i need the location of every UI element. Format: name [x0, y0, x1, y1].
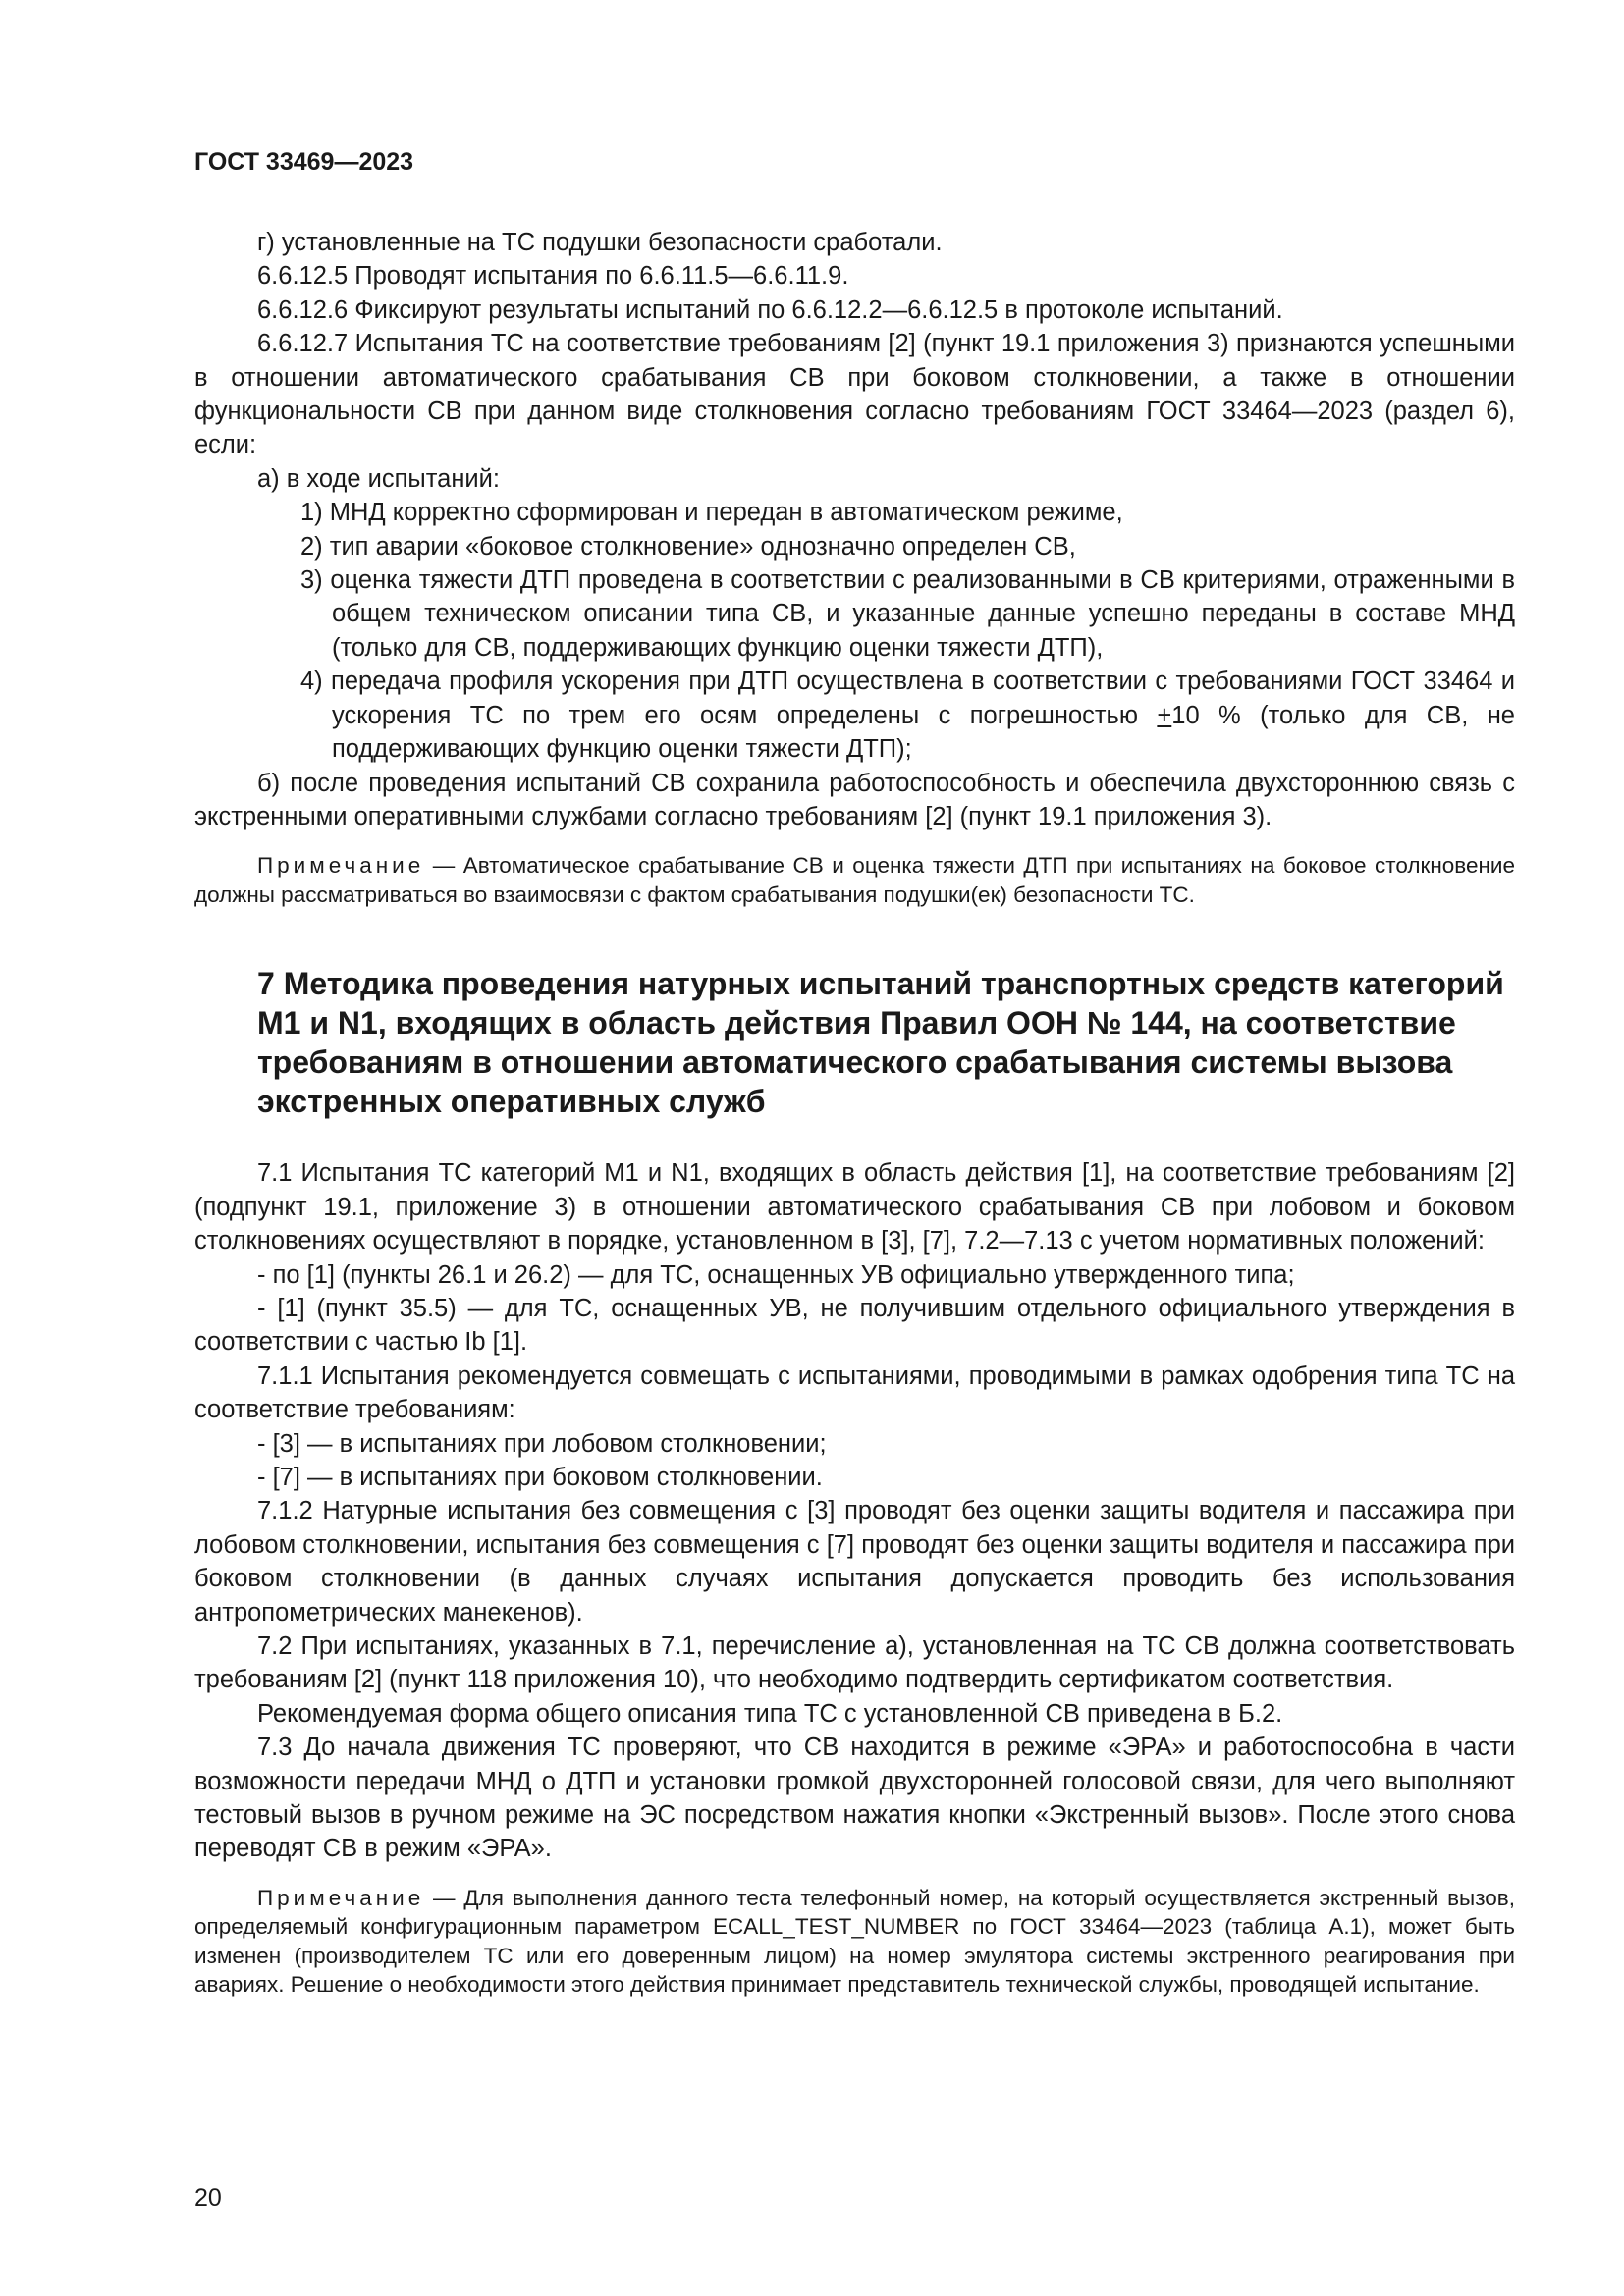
- paragraph-text: 10 % (только для СВ, не поддерживающих функцию оценки тяжести ДТП);: [332, 701, 1515, 764]
- paragraph: [194, 665, 1515, 766]
- note-label: Примечание: [257, 1885, 425, 1910]
- note-label: Примечание: [257, 853, 425, 879]
- document-header: ГОСТ 33469—2023: [194, 148, 414, 176]
- paragraph: 6.6.12.5 Проводят испытания по 6.6.11.5—6.6.11.9.: [257, 262, 849, 291]
- plus-minus-sign: +: [1157, 701, 1172, 729]
- paragraph: г) установленные на ТС подушки безопасности сработали.: [257, 229, 943, 256]
- paragraph: - [7] — в испытаниях при боковом столкновении.: [257, 1463, 823, 1491]
- paragraph: б) после проведения испытаний СВ сохранила работоспособность и обеспечила двухстороннюю связь с экстренными оперативными службами согласно требованиям [2] (пункт 19.1 приложения 3).: [194, 769, 1515, 830]
- paragraph: Рекомендуемая форма общего описания типа ТС с установленной СВ приведена в Б.2.: [257, 1699, 1283, 1728]
- paragraph: 6.6.12.7 Испытания ТС на соответствие требованиям [2] (пункт 19.1 приложения 3) признаются успешными в отношении автоматического срабатывания СВ при боковом столкновении, а также в отношении функциональности СВ при данном виде столкновения согласно требованиям ГОСТ 33464—2023 (раздел 6), если:: [194, 330, 1515, 459]
- note-side-collision: [194, 851, 1515, 909]
- paragraph: - [1] (пункт 35.5) — для ТС, оснащенных УВ, не получившим отдельного официального утверждения в соответствии с частью Ib [1].: [194, 1294, 1515, 1357]
- paragraph: - [3] — в испытаниях при лобовом столкновении;: [257, 1429, 827, 1458]
- note-text: — Автоматическое срабатывание СВ и оценка тяжести ДТП при испытаниях на боковое столкновение должны рассматриваться во взаимосвязи с фактом срабатывания подушки(ек) безопасности ТС.: [194, 853, 1515, 907]
- paragraph: 7.1.2 Натурные испытания без совмещения с [3] проводят без оценки защиты водителя и пассажира при лобовом столкновении, испытания без совмещения с [7] проводят без оценки защиты водителя и пассажира при боковом столкновении (в данных случаях испытания допускается проводить без использования антропометрических манекенов).: [194, 1497, 1515, 1627]
- paragraph: 7.2 При испытаниях, указанных в 7.1, перечисление а), установленная на ТС СВ должна соответствовать требованиям [2] (пункт 118 приложения 10), что необходимо подтвердить сертификатом соответствия.: [194, 1632, 1515, 1694]
- section-7-title: 7 Методика проведения натурных испытаний транспортных средств категорий М1 и N1, входящих в область действия Правил ООН № 144, на соответствие требованиям в отношении автоматического срабатывания системы вызова экстренных оперативных служб: [257, 966, 1504, 1120]
- paragraph: 7.1 Испытания ТС категорий М1 и N1, входящих в область действия [1], на соответствие требованиям [2] (подпункт 19.1, приложение 3) в отношении автоматического срабатывания СВ при лобовом и боковом столкновениях осуществляют в порядке, установленном в [3], [7], 7.2—7.13 с учетом нормативных положений:: [194, 1159, 1515, 1255]
- note-text: — Для выполнения данного теста телефонный номер, на который осуществляется экстренный вызов, определяемый конфигурационным параметром ECALL_TEST_NUMBER по ГОСТ 33464—2023 (таблица А.1), может быть изменен (производителем ТС или его доверенным лицом) на номер эмулятора системы экстренного реагирования при авариях. Решение о необходимости этого действия принимает представитель технической службы, проводящей испытание.: [194, 1885, 1515, 1998]
- paragraph: 2) тип аварии «боковое столкновение» однозначно определен СВ,: [300, 532, 1076, 561]
- paragraph: 7.3 До начала движения ТС проверяют, что СВ находится в режиме «ЭРА» и работоспособна в части возможности передачи МНД о ДТП и установки громкой двухсторонней голосовой связи, для чего выполняют тестовый вызов в ручном режиме на ЭС посредством нажатия кнопки «Экстренный вызов». После этого снова переводят СВ в режим «ЭРА».: [194, 1734, 1515, 1863]
- paragraph: 7.1.1 Испытания рекомендуется совмещать с испытаниями, проводимыми в рамках одобрения типа ТС на соответствие требованиям:: [194, 1362, 1515, 1424]
- paragraph: - по [1] (пункты 26.1 и 26.2) — для ТС, оснащенных УВ официально утвержденного типа;: [257, 1260, 1295, 1289]
- page-number: 20: [194, 2184, 222, 2212]
- paragraph: а) в ходе испытаний:: [257, 464, 500, 493]
- paragraph: 6.6.12.6 Фиксируют результаты испытаний по 6.6.12.2—6.6.12.5 в протоколе испытаний.: [257, 295, 1283, 324]
- paragraph: 1) МНД корректно сформирован и передан в автоматическом режиме,: [300, 499, 1123, 527]
- paragraph: 3) оценка тяжести ДТП проведена в соответствии с реализованными в СВ критериями, отраженными в общем техническом описании типа СВ, и указанные данные успешно переданы в составе МНД (только для СВ, поддерживающих функцию оценки тяжести ДТП),: [300, 566, 1515, 662]
- section-6-6-12-text: [194, 226, 1515, 833]
- document-page: [194, 147, 1515, 2000]
- section-7-text: [194, 1156, 1515, 1866]
- note-test-number: [194, 1884, 1515, 2000]
- paragraph-text: 4) передача профиля ускорения при ДТП осуществлена в соответствии с требованиями ГОСТ 33464 и ускорения ТС по трем его осям определены с погрешностью: [300, 667, 1515, 729]
